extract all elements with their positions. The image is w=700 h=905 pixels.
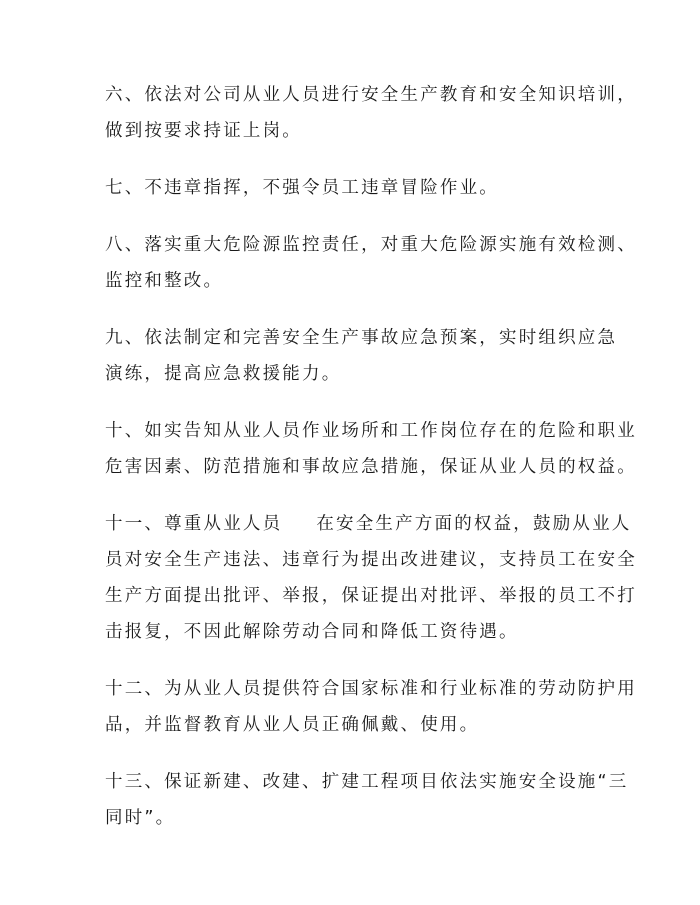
text-line: 八、落实重大危险源监控责任，对重大危险源实施有效检测、 (105, 235, 637, 255)
paragraph-item-10 (105, 413, 637, 485)
text-line: 品，并监督教育从业人员正确佩戴、使用。 (105, 715, 480, 735)
paragraph-item-8 (105, 227, 637, 299)
paragraph-item-11 (105, 506, 637, 650)
text-segment: 在安全生产方面的权益，鼓励从业人 (316, 514, 632, 534)
text-line: 危害因素、防范措施和事故应急措施，保证从业人员的权益。 (105, 457, 637, 477)
text-line: 十二、为从业人员提供符合国家标准和行业标准的劳动防护用 (105, 679, 637, 699)
paragraph-item-9 (105, 320, 618, 392)
text-line: 员对安全生产违法、违章行为提出改进建议，支持员工在安全 (105, 550, 637, 570)
text-line: 十、如实告知从业人员作业场所和工作岗位存在的危险和职业 (105, 421, 637, 441)
text-segment: 十一、尊重从业人员 (105, 514, 283, 534)
paragraph-item-13 (105, 764, 629, 836)
text-line: 演练，提高应急救援能力。 (105, 364, 342, 384)
text-line: 六、依法对公司从业人员进行安全生产教育和安全知识培训， (105, 85, 637, 105)
paragraph-item-6 (105, 77, 637, 149)
text-line (105, 506, 632, 542)
text-line: 同时”。 (105, 808, 176, 828)
text-line: 生产方面提出批评、举报，保证提出对批评、举报的员工不打 (105, 586, 637, 606)
text-line: 七、不违章指挥，不强令员工违章冒险作业。 (105, 178, 499, 198)
text-line: 监控和整改。 (105, 271, 224, 291)
paragraph-item-7 (105, 170, 605, 206)
text-line: 十三、保证新建、改建、扩建工程项目依法实施安全设施“三 (105, 772, 629, 792)
text-line: 做到按要求持证上岗。 (105, 121, 302, 141)
paragraph-item-12 (105, 671, 637, 743)
text-line: 九、依法制定和完善安全生产事故应急预案，实时组织应急 (105, 328, 618, 348)
text-line: 击报复，不因此解除劳动合同和降低工资待遇。 (105, 622, 519, 642)
document-body (105, 77, 637, 857)
